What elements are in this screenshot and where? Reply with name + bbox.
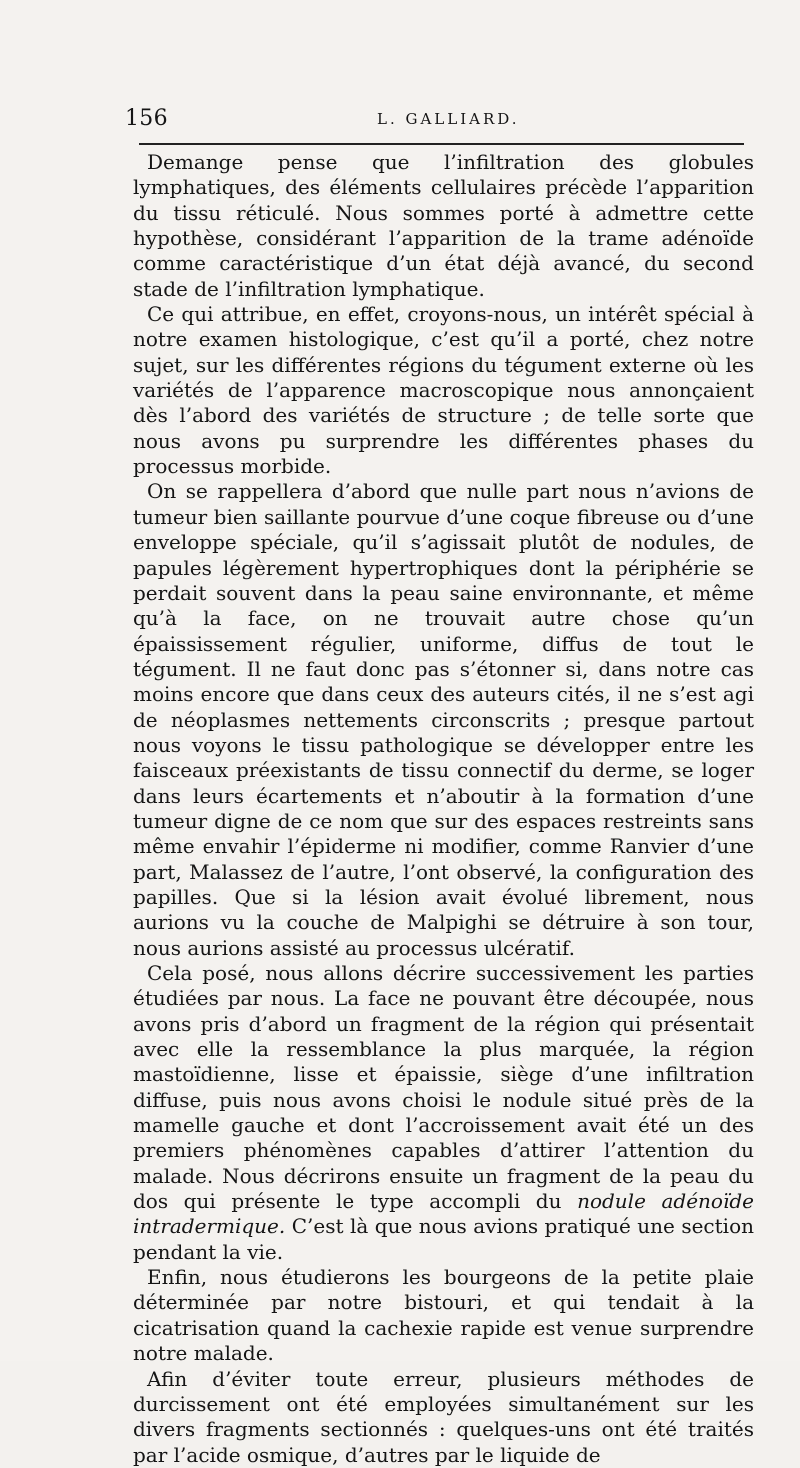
paragraph-1: Demange pense que l’infiltration des globules lymphatiques, des éléments cellulaires précède l’apparition du tissu réticulé. Nous sommes porté à admettre cette hypothèse, considérant l’apparition de la trame adénoïde comme caractéristique d’un état déjà avancé, du second stade de l’infiltration lymphatique.: [133, 150, 754, 301]
paragraph-4-italic: nodule adénoïde intradermique.: [133, 1189, 755, 1239]
paragraph-5: Enfin, nous étudierons les bourgeons de la petite plaie déterminée par notre bistouri, et qui tendait à la cicatrisation quand la cachexie rapide est venue surprendre notre malade.: [133, 1265, 754, 1366]
paragraph-4-text-before: Cela posé, nous allons décrire successivement les parties étudiées par nous. La face ne pouvant être découpée, nous avons pris d’abord un fragment de la région qui présentait avec elle la ressemblance la plus marquée, la région mastoïdienne, lisse et épaissie, siège d’une infiltration diffuse, puis nous avons choisi le nodule situé près de la mamelle gauche et dont l’accroissement avait été un des premiers phénomènes capables d’attirer l’attention du malade. Nous décrirons ensuite un fragment de la peau du dos qui présente le type accompli du: [133, 961, 754, 1214]
paragraph-2: Ce qui attribue, en effet, croyons-nous, un intérêt spécial à notre examen histologique, c’est qu’il a porté, chez notre sujet, sur les différentes régions du tégument externe où les variétés de l’apparence macroscopique nous annonçaient dès l’abord des variétés de structure ; de telle sorte que nous avons pu surprendre les différentes phases du processus morbide.: [133, 302, 754, 479]
paragraph-4: [133, 961, 754, 1265]
body-text: [133, 150, 754, 1468]
page-header: [125, 106, 755, 138]
paragraph-6: Afin d’éviter toute erreur, plusieurs méthodes de durcissement ont été employées simultanément sur les divers fragments sectionnés : quelques-uns ont été traités par l’acide osmique, d’autres par le liquide de: [133, 1366, 754, 1467]
page-number: 156: [125, 106, 168, 131]
paragraph-3: On se rappellera d’abord que nulle part nous n’avions de tumeur bien saillante pourvue d’une coque fibreuse ou d’une enveloppe spéciale, qu’il s’agissait plutôt de nodules, de papules légèrement hypertrophiques dont la périphérie se perdait souvent dans la peau saine environnante, et même qu’à la face, on ne trouvait autre chose qu’un épaississement régulier, uniforme, diffus de tout le tégument. Il ne faut donc pas s’étonner si, dans notre cas moins encore que dans ceux des auteurs cités, il ne s’est agi de néoplasmes nettements circonscrits ; presque partout nous voyons le tissu pathologique se développer entre les faisceaux préexistants de tissu connectif du derme, se loger dans leurs écartements et n’aboutir à la formation d’une tumeur digne de ce nom que sur des espaces restreints sans même envahir l’épiderme ni modifier, comme Ranvier d’une part, Malassez de l’autre, l’ont observé, la configuration des papilles. Que si la lésion avait évolué librement, nous aurions vu la couche de Malpighi se détruire à son tour, nous aurions assisté au processus ulcératif.: [133, 479, 754, 960]
paragraph-4-text-after: C’est là que nous avions pratiqué une section pendant la vie.: [133, 1214, 754, 1264]
running-head: L. GALLIARD.: [377, 110, 520, 128]
header-rule: [139, 143, 744, 145]
